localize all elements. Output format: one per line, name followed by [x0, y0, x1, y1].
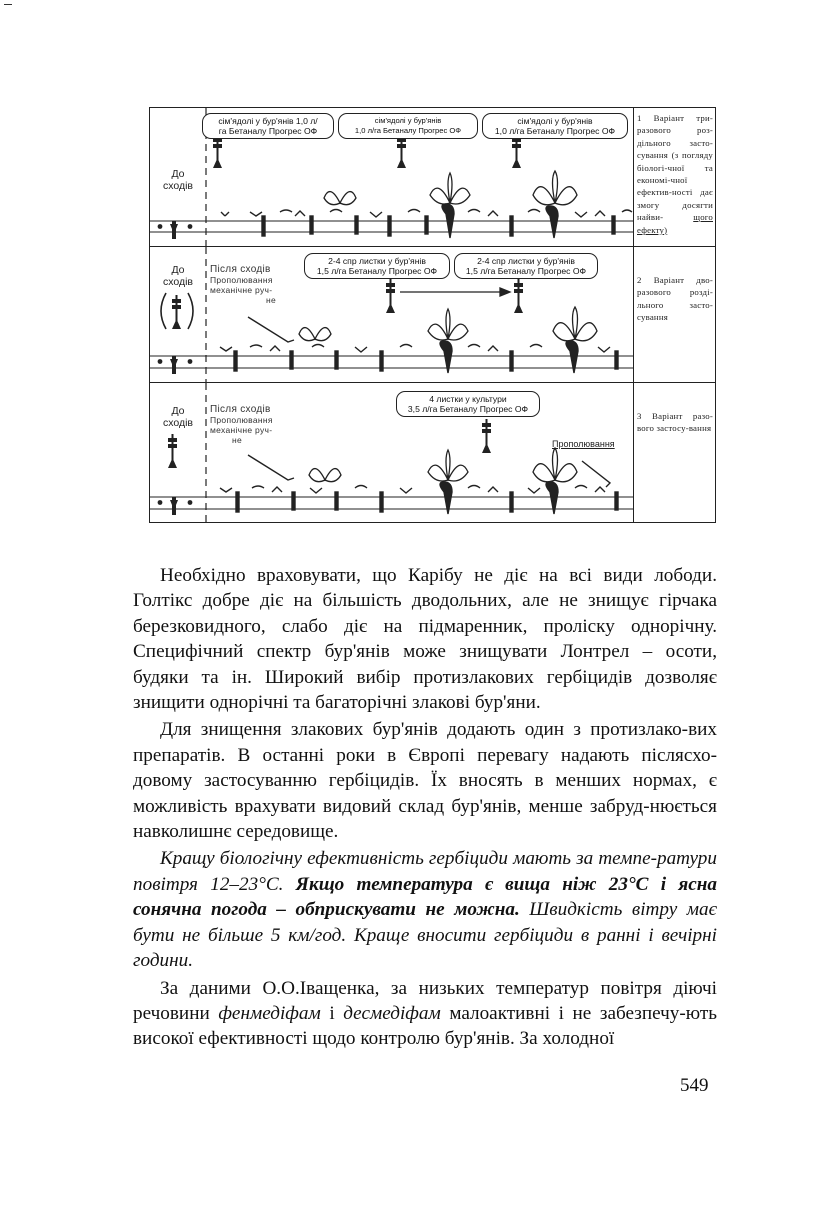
treatment-bubble [338, 113, 478, 139]
stage-label [156, 168, 200, 192]
beet-plant-icon [299, 307, 597, 341]
bubble-line: 3,5 л/га Бетаналу Прогрес ОФ [407, 404, 529, 414]
variant-text: 1 Варіант три-разового роз-дільного засто-сування (з погляду біологі-чної та економі-чної ефектив-ності дає змогу досягти найви- [637, 113, 713, 223]
seed-marker-icon [158, 221, 193, 239]
note-line: не [266, 295, 277, 305]
bubble-line: 1,0 л/га Бетаналу Прогрес ОФ [494, 126, 616, 136]
arrow-icon [400, 288, 510, 296]
variant-description-2: 2 Варіант дво-разового розді-льного засто-сування [637, 275, 713, 323]
note-line: Прополювання [210, 415, 273, 425]
note-line: не [232, 435, 243, 445]
scheme-panel-1 [150, 108, 633, 246]
stage-label-line: До [171, 264, 185, 276]
body-text [133, 563, 717, 1052]
note-line: Прополювання [210, 275, 273, 285]
paragraph [133, 846, 717, 973]
bubble-line: 1,5 л/га Бетаналу Прогрес ОФ [465, 266, 587, 276]
stage-label [156, 264, 200, 288]
treatment-bubble [454, 253, 598, 279]
bubble-line: 1,0 л/га Бетаналу Прогрес ОФ [354, 126, 462, 135]
post-emergence-note [210, 265, 300, 305]
scheme-panel-3 [150, 383, 633, 522]
column-divider [633, 108, 634, 522]
post-emergence-note [210, 405, 300, 445]
seed-marker-icon [158, 497, 193, 515]
page-number: 549 [680, 1075, 709, 1096]
bubble-line: 4 листки у культури [429, 394, 507, 404]
stage-label-line: До [171, 168, 185, 180]
bubble-line: 2-4 спр листки у бур'янів [328, 256, 426, 266]
bold-italic-text: Якщо температура є вища ніж 23°С і ясна сонячна погода – обприскувати не можна. [133, 873, 717, 921]
treatment-bubble [396, 391, 540, 417]
bubble-line: сім'ядолі у бур'янів 1,0 л/ [218, 116, 318, 126]
text-run: За даними О.О.Іващенка, за низьких температур повітря діючі речовини [133, 977, 717, 1024]
paragraph: Необхідно враховувати, що Карібу не діє на всі види лободи. Голтікс добре діє на більшість дводольних, але не знищує гірчака березковидного, слабо діє на підмаренник, проліску однорічну. Специфічний спектр бур'янів може знищувати Лонтрел – осоти, будяки та ін. Широкий вибір протизлакових гербіцидів дозволяє знищити однорічні та багаторічні злакові бур'яни. [133, 565, 717, 714]
text-run: малоактивні і не забезпечу-ють високої ефективності щодо контролю бур'янів. За холодної [133, 1002, 717, 1050]
note-line: Після сходів [210, 404, 271, 415]
italic-term: фенмедіфам [218, 1002, 321, 1024]
text-run: і [320, 1002, 344, 1024]
weeding-label: Прополювання [552, 439, 615, 449]
scheme-panel-2 [150, 247, 633, 382]
seed-marker-icon [158, 356, 193, 374]
bubble-line: сім'ядолі у бур'янів [517, 116, 593, 126]
scan-corner-mark [4, 4, 12, 5]
italic-text: Кращу біологічну ефективність гербіциди мають за темпе-ратури повітря 12–23°С. [133, 848, 717, 895]
bubble-line: 1,5 л/га Бетаналу Прогрес ОФ [316, 266, 438, 276]
stage-label-line: сходів [162, 417, 194, 429]
treatment-bubble [202, 113, 334, 139]
paragraph [133, 976, 717, 1052]
bubble-line: 2-4 спр листки у бур'янів [477, 256, 575, 266]
stage-label-line: сходів [162, 276, 194, 288]
bubble-line: сім'ядолі у бур'янів [374, 116, 442, 125]
stage-label-line: До [171, 405, 185, 417]
variant-description-1 [637, 112, 713, 236]
note-line: механічне руч- [210, 425, 273, 435]
stage-label [156, 405, 200, 429]
paragraph: Для знищення злакових бур'янів додають один з протизлако-вих препаратів. В останні роки в Європі перевагу надають післясхо-довому застосуванню гербіцидів. Їх вносять в менших нормах, є можливість врахувати видовий склад бур'янів, менше забруд-нюється навколишнє середовище. [133, 719, 717, 843]
herbicide-application-scheme [149, 107, 716, 523]
italic-term: десмедіфам [343, 1002, 441, 1024]
beet-plant-icon [309, 448, 577, 482]
italic-text: Швидкість вітру має бути не більше 5 км/год. Краще вносити гербіциди в ранні і вечірні години. [133, 899, 717, 972]
weeding-hoe-icon [248, 317, 294, 342]
stage-label-line: сходів [162, 180, 194, 192]
variant-text-underlined: щого ефекту) [637, 212, 713, 235]
note-line: Після сходів [210, 264, 271, 275]
beet-plant-icon [324, 171, 577, 205]
note-line: механічне руч- [210, 285, 273, 295]
treatment-bubble [304, 253, 450, 279]
variant-description-3: 3 Варіант разо-вого застосу-вання [637, 411, 713, 434]
bubble-line: га Бетаналу Прогрес ОФ [218, 126, 318, 136]
treatment-bubble [482, 113, 628, 139]
